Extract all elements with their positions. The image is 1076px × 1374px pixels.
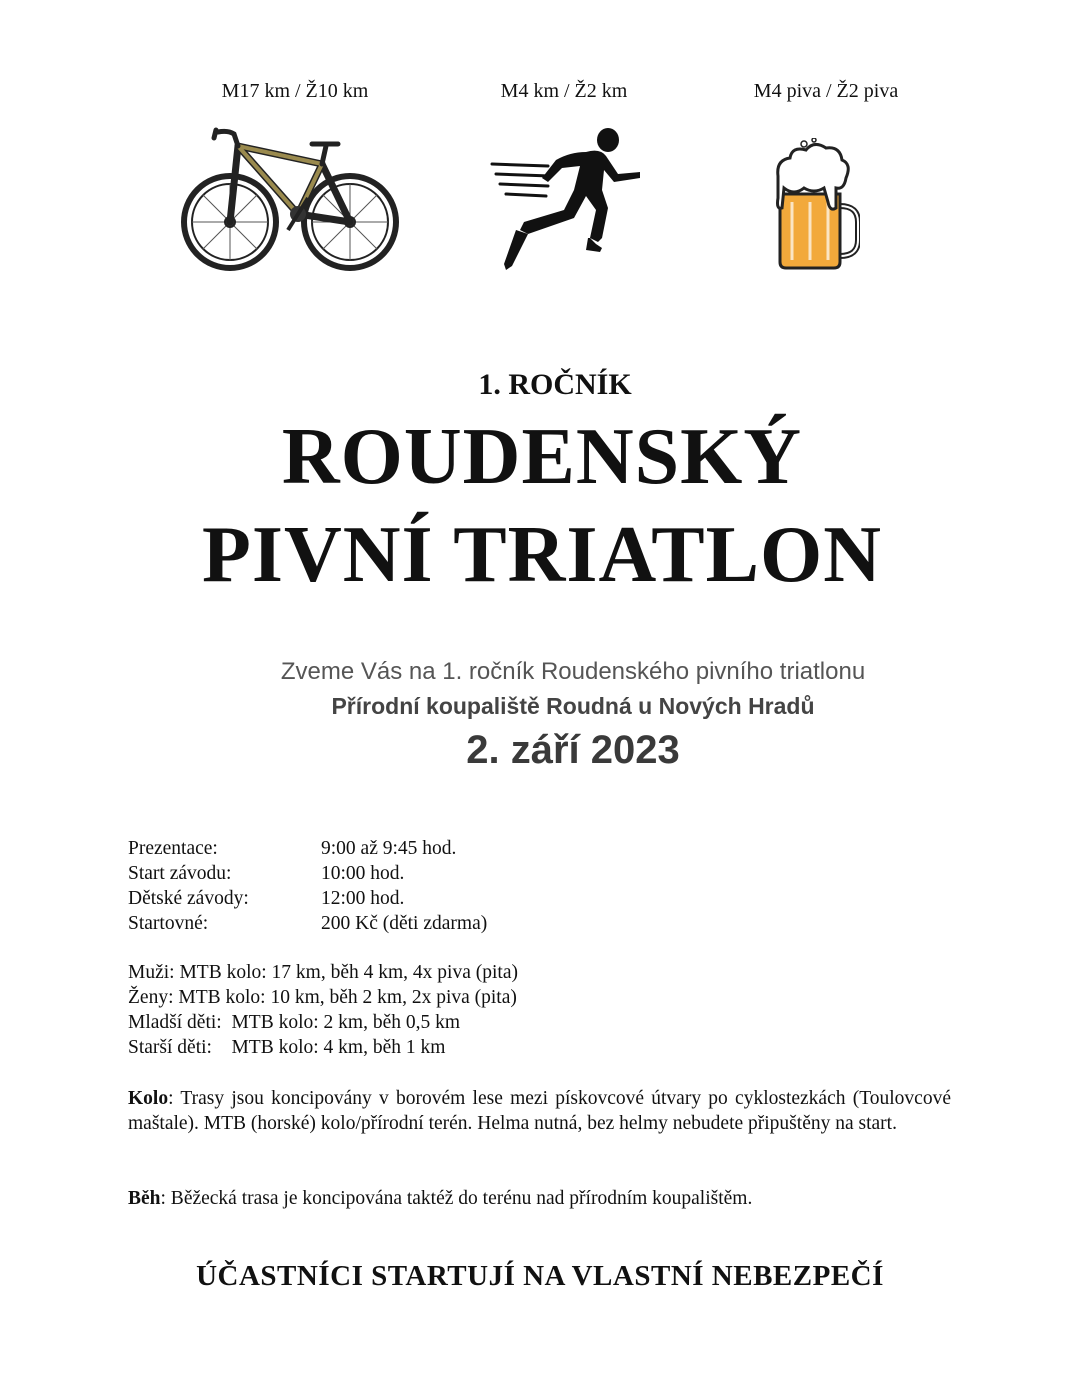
- schedule-value: 12:00 hod.: [321, 888, 405, 909]
- schedule-value: 10:00 hod.: [321, 863, 405, 884]
- run-section-text: : Běžecká trasa je koncipována taktéž do terénu nad přírodním koupalištěm.: [160, 1188, 753, 1209]
- run-section-label: Běh: [128, 1188, 161, 1209]
- category-line: Muži: MTB kolo: 17 km, běh 4 km, 4x piva (pita): [128, 962, 518, 983]
- schedule-row: [128, 886, 487, 911]
- bike-section-label: Kolo: [128, 1088, 169, 1109]
- bike-section: [128, 1086, 951, 1136]
- schedule-row: [128, 836, 487, 861]
- run-section: [128, 1186, 951, 1211]
- event-title-line2: PIVNÍ TRIATLON: [201, 511, 883, 599]
- schedule-label: Start závodu:: [128, 863, 232, 884]
- category-line: Starší děti: MTB kolo: 4 km, běh 1 km: [128, 1037, 446, 1058]
- schedule-row: [128, 861, 487, 886]
- schedule-value: 200 Kč (děti zdarma): [321, 913, 488, 934]
- invitation-text: Zveme Vás na 1. ročník Roudenského pivního triatlonu: [280, 658, 866, 685]
- bike-distance-caption: M17 km / Ž10 km: [221, 80, 369, 102]
- risk-warning: ÚČASTNÍCI STARTUJÍ NA VLASTNÍ NEBEZPEČÍ: [196, 1260, 884, 1292]
- schedule-label: Startovné:: [128, 913, 209, 934]
- run-distance-caption: M4 km / Ž2 km: [500, 80, 628, 102]
- bicycle-icon: [178, 126, 404, 274]
- categories-list: [128, 960, 518, 1060]
- edition-heading: 1. ROČNÍK: [478, 368, 632, 401]
- schedule-label: Prezentace:: [128, 838, 218, 859]
- beer-mug-icon: [774, 138, 860, 272]
- venue-text: Přírodní koupaliště Roudná u Nových Hradů: [331, 693, 815, 719]
- event-title-line1: ROUDENSKÝ: [281, 413, 803, 501]
- category-line: Mladší děti: MTB kolo: 2 km, běh 0,5 km: [128, 1012, 461, 1033]
- beer-count-caption: M4 piva / Ž2 piva: [753, 80, 899, 102]
- schedule-value: 9:00 až 9:45 hod.: [321, 838, 457, 859]
- runner-icon: [490, 126, 644, 272]
- schedule-label: Dětské závody:: [128, 888, 249, 909]
- schedule: [128, 836, 487, 936]
- category-line: Ženy: MTB kolo: 10 km, běh 2 km, 2x piva (pita): [128, 987, 517, 1008]
- bike-section-text: : Trasy jsou koncipovány v borovém lese mezi pískovcové útvary po cyklostezkách (Toulovcové maštale). MTB (horské) kolo/přírodní terén. Helma nutná, bez helmy nebudete připuštěny na start.: [128, 1088, 951, 1134]
- schedule-row: [128, 911, 487, 936]
- event-date: 2. září 2023: [466, 728, 680, 772]
